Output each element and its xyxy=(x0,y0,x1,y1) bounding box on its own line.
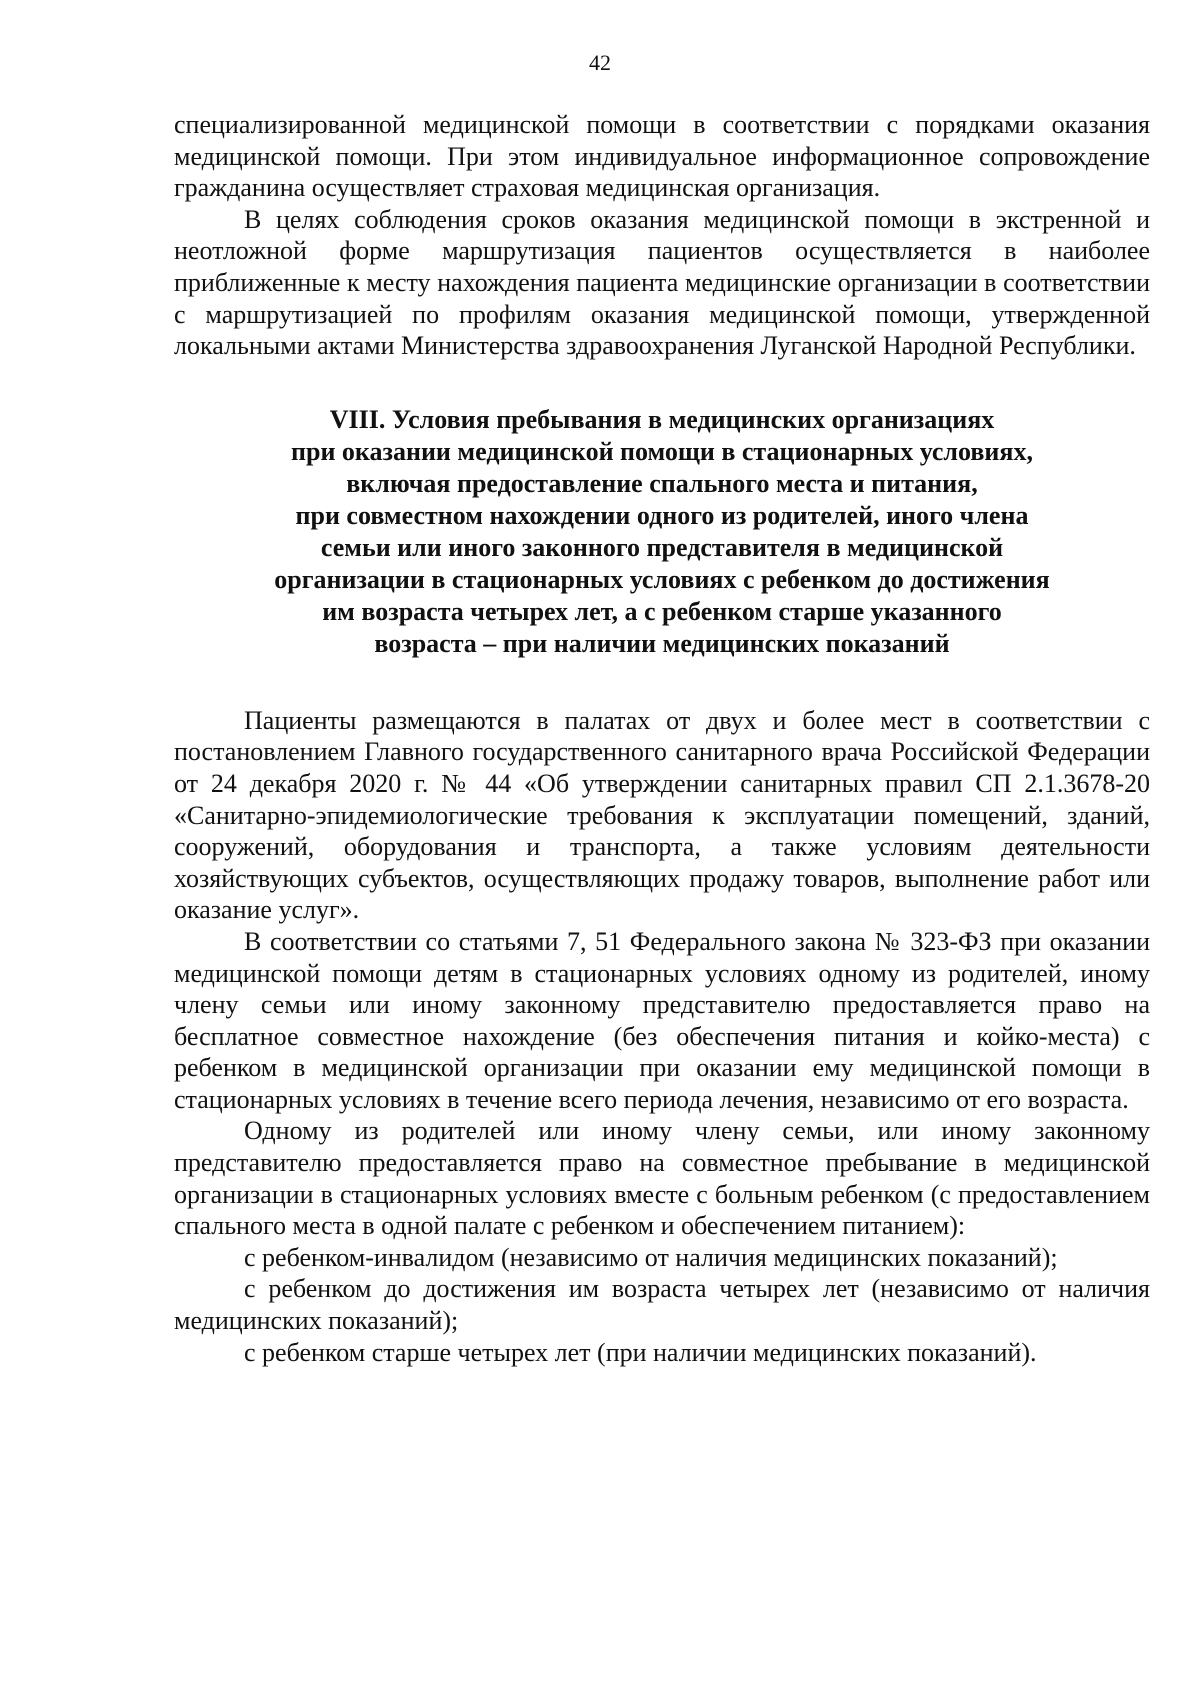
section-heading-line: организации в стационарных условиях с ребенком до достижения xyxy=(274,564,1050,594)
list-item: с ребенком-инвалидом (независимо от наличия медицинских показаний); xyxy=(244,1242,1058,1272)
paragraph-body-3: Одному из родителей или иному члену семьи, или иному законному представителю предоставляется право на совместное пребывание в медицинской организации в стационарных условиях вместе с больным ребенком (с предоставлением спального места в одной палате с ребенком и обеспечением питанием): xyxy=(174,1116,1150,1241)
paragraph-intro-2: В целях соблюдения сроков оказания медицинской помощи в экстренной и неотложной форме маршрутизация пациентов осуществляется в наиболее приближенные к месту нахождения пациента медицинские организации в соответствии с маршрутизацией по профилям оказания медицинской помощи, утвержденной локальными актами Министерства здравоохранения Луганской Народной Республики. xyxy=(174,204,1150,361)
document-body xyxy=(174,109,1150,1368)
section-heading-line: им возраста четырех лет, а с ребенком старше указанного xyxy=(322,596,1002,626)
paragraph-body-2: В соответствии со статьями 7, 51 Федерального закона № 323-ФЗ при оказании медицинской помощи детям в стационарных условиях одному из родителей, иному члену семьи или иному законному представителю предоставляется право на бесплатное совместное нахождение (без обеспечения питания и койко-места) с ребенком в медицинской организации при оказании ему медицинской помощи в стационарных условиях в течение всего периода лечения, независимо от его возраста. xyxy=(174,926,1150,1114)
section-heading-line: семьи или иного законного представителя в медицинской xyxy=(320,532,1004,562)
section-heading-line: включая предоставление спального места и питания, xyxy=(346,468,978,498)
section-heading-line: возраста – при наличии медицинских показаний xyxy=(374,628,950,658)
section-heading-line: при совместном нахождении одного из родителей, иного члена xyxy=(295,500,1029,530)
page-number: 42 xyxy=(589,50,611,75)
list-item: с ребенком старше четырех лет (при наличии медицинских показаний). xyxy=(244,1337,1037,1367)
section-heading-line: при оказании медицинской помощи в стационарных условиях, xyxy=(291,436,1033,466)
section-heading xyxy=(174,404,1150,660)
paragraph-intro-1: специализированной медицинской помощи в соответствии с порядками оказания медицинской помощи. При этом индивидуальное информационное сопровождение гражданина осуществляет страховая медицинская организация. xyxy=(174,110,1150,203)
paragraph-body-1: Пациенты размещаются в палатах от двух и более мест в соответствии с постановлением Главного государственного санитарного врача Российской Федерации от 24 декабря 2020 г. № 44 «Об утверждении санитарных правил СП 2.1.3678-20 «Санитарно-эпидемиологические требования к эксплуатации помещений, зданий, сооружений, оборудования и транспорта, а также условиям деятельности хозяйствующих субъектов, осуществляющих продажу товаров, выполнение работ или оказание услуг». xyxy=(174,705,1150,925)
section-heading-line: VIII. Условия пребывания в медицинских организациях xyxy=(329,404,995,434)
list-item: с ребенком до достижения им возраста четырех лет (независимо от наличия медицинских показаний); xyxy=(174,1274,1150,1336)
